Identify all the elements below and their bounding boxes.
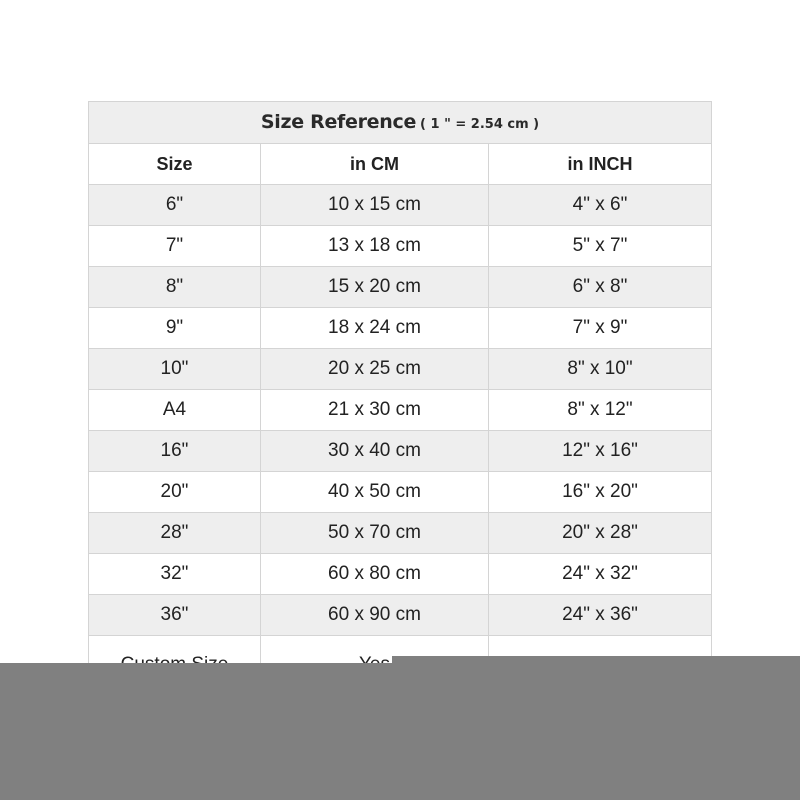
table-cell-cm: 10 x 15 cm <box>261 185 489 226</box>
table-row <box>89 267 712 308</box>
column-header-cm: in CM <box>261 144 489 185</box>
table-row <box>89 472 712 513</box>
table-cell-size: 16" <box>89 431 261 472</box>
table-title-row <box>89 102 712 144</box>
table-cell-size: 28" <box>89 513 261 554</box>
column-header-size: Size <box>89 144 261 185</box>
table-cell-cm: 60 x 90 cm <box>261 595 489 636</box>
table-cell-inch: 12" x 16" <box>489 431 712 472</box>
table-cell-cm: 60 x 80 cm <box>261 554 489 595</box>
table-cell-cm: 15 x 20 cm <box>261 267 489 308</box>
column-header-inch: in INCH <box>489 144 712 185</box>
table-cell-size: 36" <box>89 595 261 636</box>
table-row <box>89 595 712 636</box>
table-row <box>89 554 712 595</box>
table-cell-inch: 24" x 36" <box>489 595 712 636</box>
table-cell-size: 8" <box>89 267 261 308</box>
table-row <box>89 349 712 390</box>
table-cell-inch: 16" x 20" <box>489 472 712 513</box>
table-cell-size: 9" <box>89 308 261 349</box>
table-title-note: ( 1 " = 2.54 cm ) <box>420 117 540 132</box>
table-cell-cm: 18 x 24 cm <box>261 308 489 349</box>
table-cell-size: 10" <box>89 349 261 390</box>
table-body <box>89 185 712 636</box>
table-cell-inch: 5" x 7" <box>489 226 712 267</box>
table-cell-size: 6" <box>89 185 261 226</box>
table-cell-inch: 20" x 28" <box>489 513 712 554</box>
gray-overlay <box>0 663 800 800</box>
table-row <box>89 390 712 431</box>
table-cell-cm: 20 x 25 cm <box>261 349 489 390</box>
table-row <box>89 308 712 349</box>
table-cell-inch: 6" x 8" <box>489 267 712 308</box>
table-cell-size: A4 <box>89 390 261 431</box>
table-cell-size: 7" <box>89 226 261 267</box>
table-cell-size: 20" <box>89 472 261 513</box>
table-row <box>89 513 712 554</box>
table-cell-cm: 30 x 40 cm <box>261 431 489 472</box>
table-row <box>89 185 712 226</box>
table-row <box>89 226 712 267</box>
table-title: Size Reference <box>260 111 417 133</box>
table-cell-size: 32" <box>89 554 261 595</box>
table-title-cell <box>89 102 712 144</box>
table-cell-inch: 24" x 32" <box>489 554 712 595</box>
table-cell-inch: 7" x 9" <box>489 308 712 349</box>
table-cell-inch: 8" x 10" <box>489 349 712 390</box>
table-cell-cm: 50 x 70 cm <box>261 513 489 554</box>
table-cell-cm: 40 x 50 cm <box>261 472 489 513</box>
table-row <box>89 431 712 472</box>
table-cell-inch: 8" x 12" <box>489 390 712 431</box>
size-reference-table <box>88 101 712 677</box>
table-header-row <box>89 144 712 185</box>
table-cell-inch: 4" x 6" <box>489 185 712 226</box>
table-cell-cm: 13 x 18 cm <box>261 226 489 267</box>
table-cell-cm: 21 x 30 cm <box>261 390 489 431</box>
